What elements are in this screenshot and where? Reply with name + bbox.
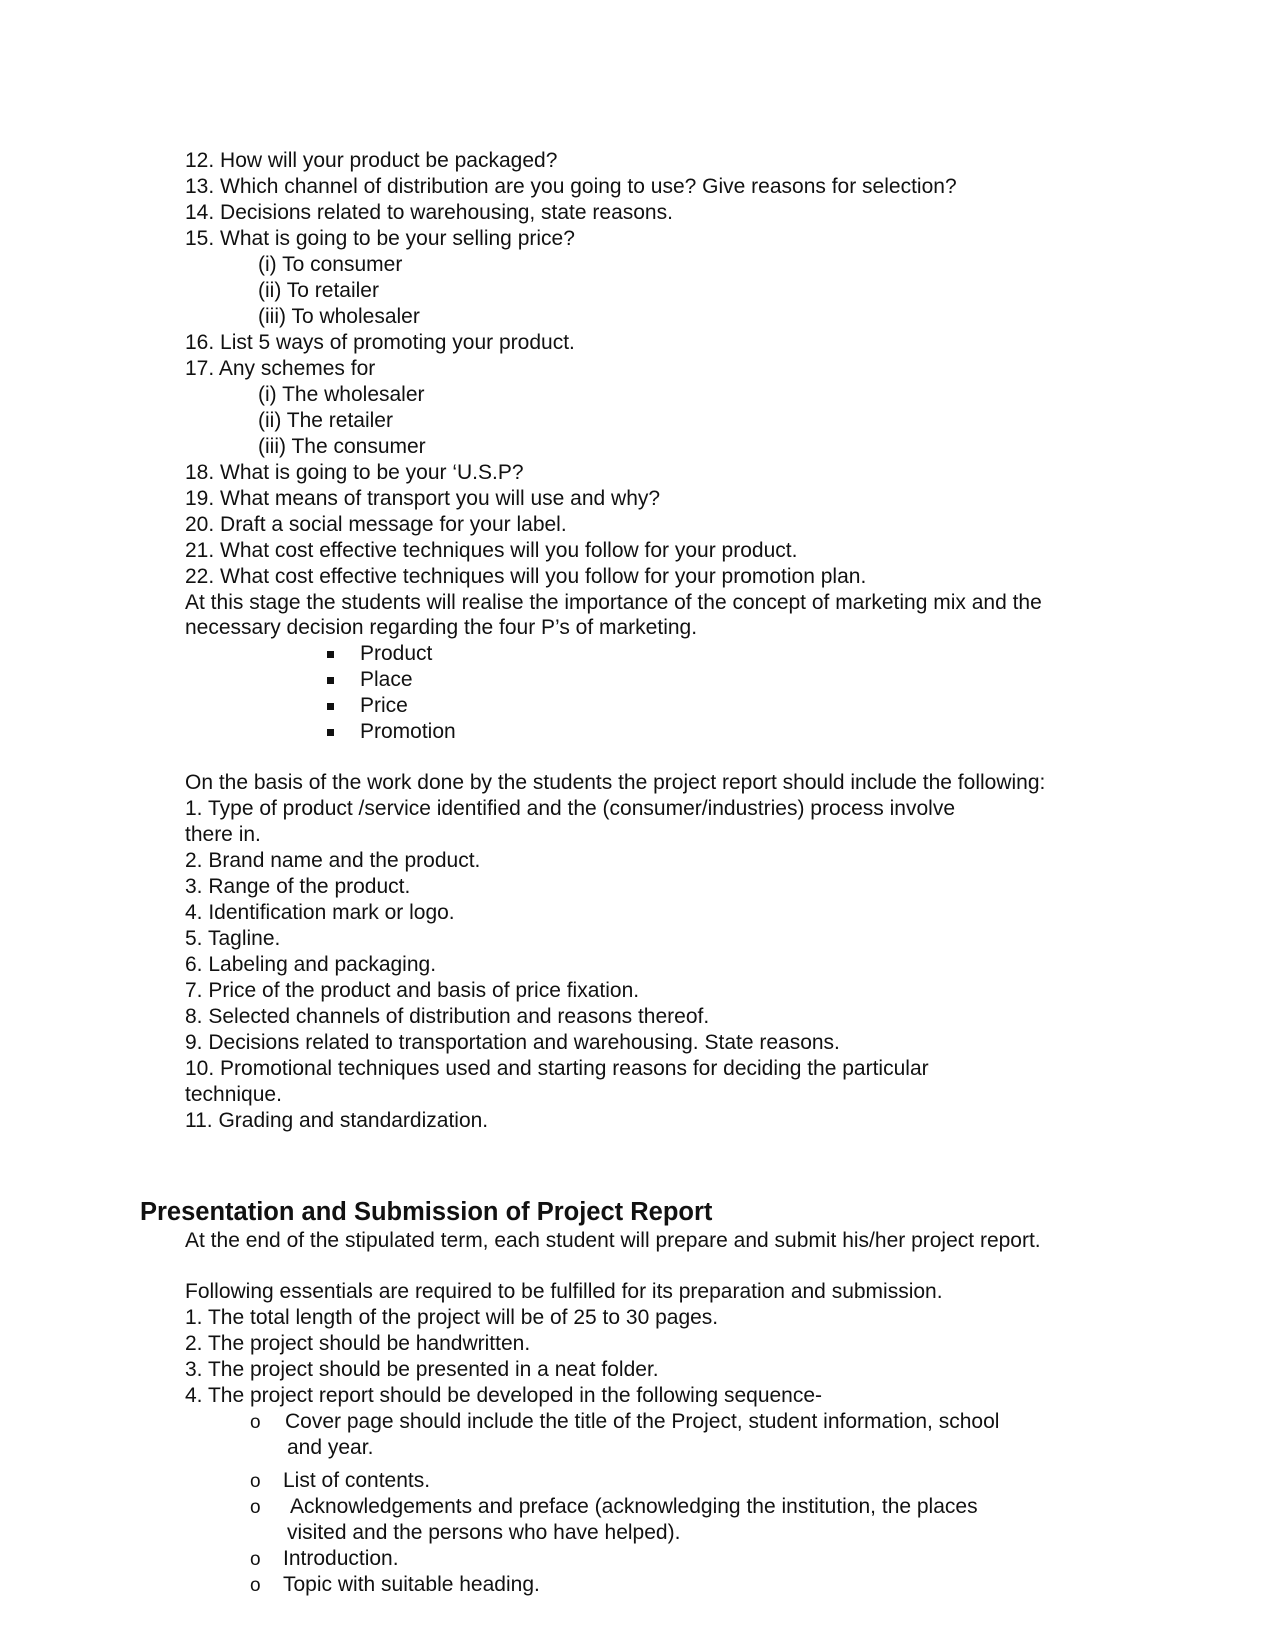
submission-intro: At the end of the stipulated term, each student will prepare and submit his/her project report. bbox=[185, 1229, 1041, 1252]
question-14: 14. Decisions related to warehousing, state reasons. bbox=[185, 201, 673, 224]
question-12: 12. How will your product be packaged? bbox=[185, 149, 558, 172]
report-intro: On the basis of the work done by the students the project report should include the following: bbox=[185, 771, 1046, 794]
question-15-sub-retailer: (ii) To retailer bbox=[258, 279, 379, 302]
marketing-mix-text-line-2: necessary decision regarding the four P’s of marketing. bbox=[185, 616, 698, 639]
question-17: 17. Any schemes for bbox=[185, 357, 376, 380]
question-19: 19. What means of transport you will use and why? bbox=[185, 487, 661, 510]
square-bullet-icon bbox=[327, 703, 334, 710]
report-item: 6. Labeling and packaging. bbox=[185, 953, 437, 976]
sequence-item-cover-page: Cover page should include the title of the Project, student information, school bbox=[285, 1410, 1000, 1433]
circle-bullet-icon: o bbox=[250, 1549, 261, 1570]
report-item-continued: technique. bbox=[185, 1083, 282, 1106]
four-ps-product: Product bbox=[360, 642, 433, 665]
report-item: 8. Selected channels of distribution and reasons thereof. bbox=[185, 1005, 710, 1028]
report-item: 5. Tagline. bbox=[185, 927, 281, 950]
question-15-sub-consumer: (i) To consumer bbox=[258, 253, 403, 276]
question-15-sub-wholesaler: (iii) To wholesaler bbox=[258, 305, 420, 328]
report-item: 10. Promotional techniques used and starting reasons for deciding the particular bbox=[185, 1057, 929, 1080]
question-17-sub-consumer: (iii) The consumer bbox=[258, 435, 426, 458]
essentials-intro: Following essentials are required to be fulfilled for its preparation and submission. bbox=[185, 1280, 943, 1303]
circle-bullet-icon: o bbox=[250, 1497, 261, 1518]
report-item: 1. Type of product /service identified and the (consumer/industries) process involve bbox=[185, 797, 956, 820]
question-17-sub-retailer: (ii) The retailer bbox=[258, 409, 393, 432]
essential-item: 3. The project should be presented in a neat folder. bbox=[185, 1358, 659, 1381]
essential-item: 1. The total length of the project will be of 25 to 30 pages. bbox=[185, 1306, 719, 1329]
sequence-item-continued: and year. bbox=[287, 1436, 374, 1459]
report-item: 11. Grading and standardization. bbox=[185, 1109, 489, 1132]
circle-bullet-icon: o bbox=[250, 1471, 261, 1492]
square-bullet-icon bbox=[327, 729, 334, 736]
sequence-item-acknowledgements: Acknowledgements and preface (acknowledging the institution, the places bbox=[290, 1495, 978, 1518]
marketing-mix-text-line-1: At this stage the students will realise the importance of the concept of marketing mix and the bbox=[185, 591, 1042, 614]
report-item: 2. Brand name and the product. bbox=[185, 849, 481, 872]
sequence-item-contents: List of contents. bbox=[283, 1469, 431, 1492]
sequence-item-topic: Topic with suitable heading. bbox=[283, 1573, 540, 1596]
circle-bullet-icon: o bbox=[250, 1575, 261, 1596]
question-16: 16. List 5 ways of promoting your product. bbox=[185, 331, 575, 354]
question-15: 15. What is going to be your selling price? bbox=[185, 227, 575, 250]
four-ps-place: Place bbox=[360, 668, 413, 691]
question-17-sub-wholesaler: (i) The wholesaler bbox=[258, 383, 425, 406]
question-21: 21. What cost effective techniques will you follow for your product. bbox=[185, 539, 798, 562]
square-bullet-icon bbox=[327, 651, 334, 658]
section-heading: Presentation and Submission of Project Report bbox=[140, 1198, 713, 1226]
report-item: 9. Decisions related to transportation and warehousing. State reasons. bbox=[185, 1031, 840, 1054]
sequence-item-continued: visited and the persons who have helped). bbox=[287, 1521, 681, 1544]
report-item: 4. Identification mark or logo. bbox=[185, 901, 455, 924]
question-13: 13. Which channel of distribution are you going to use? Give reasons for selection? bbox=[185, 175, 957, 198]
circle-bullet-icon: o bbox=[250, 1412, 261, 1433]
four-ps-price: Price bbox=[360, 694, 408, 717]
question-20: 20. Draft a social message for your label. bbox=[185, 513, 567, 536]
question-18: 18. What is going to be your ‘U.S.P? bbox=[185, 461, 524, 484]
square-bullet-icon bbox=[327, 677, 334, 684]
question-22: 22. What cost effective techniques will you follow for your promotion plan. bbox=[185, 565, 867, 588]
essential-item: 2. The project should be handwritten. bbox=[185, 1332, 531, 1355]
sequence-item-introduction: Introduction. bbox=[283, 1547, 399, 1570]
four-ps-promotion: Promotion bbox=[360, 720, 456, 743]
essential-item: 4. The project report should be developed in the following sequence- bbox=[185, 1384, 823, 1407]
report-item-continued: there in. bbox=[185, 823, 261, 846]
report-item: 7. Price of the product and basis of price fixation. bbox=[185, 979, 640, 1002]
report-item: 3. Range of the product. bbox=[185, 875, 411, 898]
